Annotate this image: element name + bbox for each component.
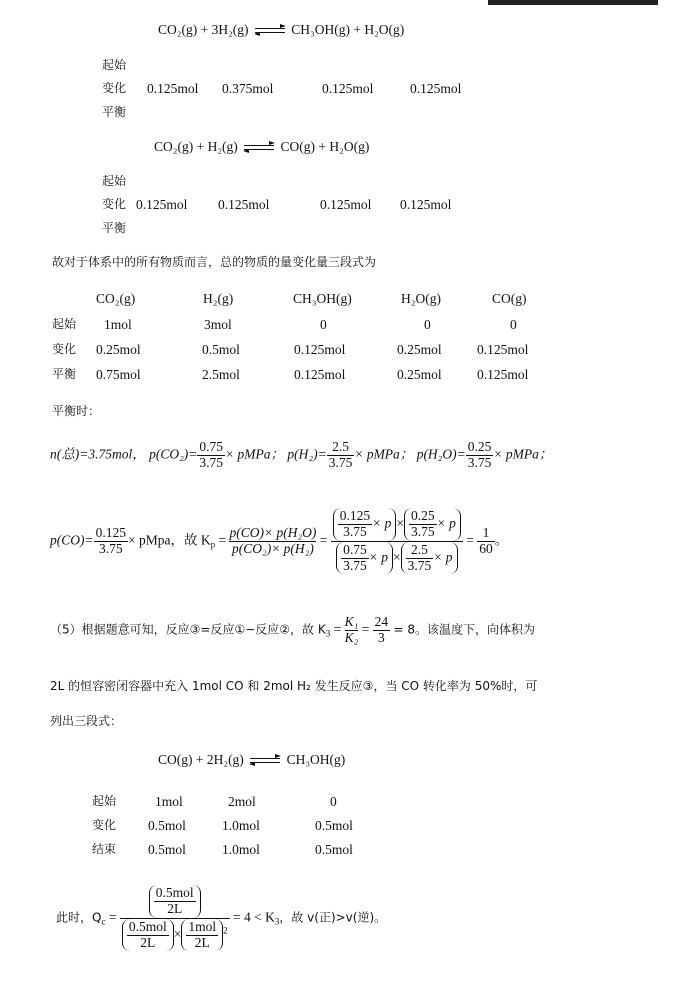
kp-fraction — [229, 526, 316, 557]
numerator: 0.75 — [199, 439, 224, 454]
k-subscript: 3 — [274, 916, 280, 927]
top-edge-bar — [488, 0, 658, 5]
denominator: 3.75 — [407, 557, 432, 573]
paren-group — [122, 919, 174, 952]
cell: 0.25mol — [397, 367, 442, 382]
cell: 0.125mol — [294, 342, 346, 357]
reaction-2-lhs: CO₂(g) + H₂(g) — [154, 139, 238, 154]
reaction-3 — [158, 753, 345, 767]
paren-group — [404, 508, 461, 541]
denominator: 2L — [186, 935, 218, 951]
p-h2-label: p(H₂)= — [287, 446, 327, 462]
row-label: 变化 — [92, 818, 117, 832]
denominator: 60 — [479, 540, 493, 556]
fraction — [127, 920, 169, 951]
p-co2-tail: × pMPa； — [225, 446, 285, 462]
equilibrium-arrow-icon — [250, 757, 280, 765]
expanded-numerator: $\frac{0.125}{3.75}$ × p × $\frac{0.25}{3.75}$ × p — [331, 508, 463, 541]
qc-line: 此时，$Q_c$ = $\frac{\text{0.5mol}}{2L}$ $\frac{\text{0.5mol}}{2L}$ × $\frac{\text{1mol}}{2L}$ $^2$ = $4 < K_3$，故 v(正)>v(逆)。 — [56, 885, 387, 950]
reaction-1-lhs: CO₂(g) + 3H₂(g) — [158, 22, 249, 37]
cell: 0.125mol — [136, 197, 188, 212]
cell: 1.0mol — [222, 818, 260, 833]
fraction — [406, 543, 434, 574]
row-label: 平衡 — [52, 367, 77, 381]
denominator: 3.75 — [199, 454, 224, 470]
cell: 0.125mol — [322, 81, 374, 96]
equilibrium-arrow-icon — [244, 144, 274, 152]
fraction — [186, 920, 218, 951]
cell: 0.5mol — [315, 818, 353, 833]
cell: 0 — [330, 794, 337, 809]
row-label: 变化 — [102, 197, 127, 211]
cell: 1mol — [104, 317, 132, 332]
part5-line-1: （5）根据题意可知，反应③=反应①−反应②，故 $K_3 = \frac{\text{K₁}}{\text{K₂}}$ = $\frac{24}{3}$ = 8。该温度下，向体积为 — [50, 614, 536, 645]
numerator: p(CO)× p(H₂O) — [229, 524, 317, 540]
numerator: 0.5mol — [155, 885, 194, 900]
paren-group — [333, 508, 397, 541]
exponent: 2 — [223, 925, 228, 936]
denominator: 3.75 — [338, 524, 372, 540]
cell: 0.25mol — [397, 342, 442, 357]
reaction-1 — [158, 23, 404, 37]
numerator: 2.5 — [411, 541, 428, 557]
cell: 2.5mol — [202, 367, 240, 382]
cell: 0.5mol — [315, 842, 353, 857]
equilibrium-arrow-icon — [255, 27, 285, 35]
fraction — [327, 440, 355, 471]
cell: 0.125mol — [320, 197, 372, 212]
fraction — [94, 526, 128, 557]
numerator: K₁ — [344, 614, 359, 629]
qc-subscript: c — [101, 916, 106, 927]
fraction — [466, 440, 494, 471]
cell: 0.5mol — [202, 342, 240, 357]
k3-subscript: 3 — [325, 628, 331, 639]
numerator: 0.25 — [467, 439, 492, 454]
part5-line-2: 2L 的恒容密闭容器中充入 1mol CO 和 2mol H₂ 发生反应③，当 CO 转化率为 50%时，可 — [50, 679, 538, 693]
numerator: 0.125 — [95, 524, 126, 540]
qc-result: = 4 < K — [232, 909, 275, 925]
expanded-denominator: $\frac{0.75}{3.75}$ × p × $\frac{2.5}{3.75}$ × p — [331, 541, 463, 575]
denominator: K₂ — [344, 629, 359, 645]
cell: 0.5mol — [148, 842, 186, 857]
fraction — [341, 543, 369, 574]
qc-denominator: $\frac{\text{0.5mol}}{2L}$ × $\frac{\text{1mol}}{2L}$ $^2$ — [120, 918, 230, 952]
denominator: p(CO₂)× p(H₂) — [229, 541, 316, 557]
pressure-line — [50, 440, 552, 471]
fraction — [197, 440, 225, 471]
row-label: 平衡 — [102, 105, 127, 119]
times-p: × p — [433, 549, 453, 565]
cell: 0 — [424, 317, 431, 332]
column-header: CO(g) — [492, 291, 527, 306]
p-co-tail: × pMpa，故 K — [127, 532, 211, 548]
p-co-label: p(CO)= — [50, 532, 94, 548]
times-p: × p — [372, 515, 392, 531]
p-co2-label: p(CO₂)= — [149, 446, 198, 462]
reaction-2-rhs: CO(g) + H₂O(g) — [280, 139, 370, 154]
denominator: 3.75 — [94, 541, 128, 557]
qc-numerator — [120, 885, 230, 918]
numerator: 1mol — [188, 918, 217, 934]
column-header: CH₃OH(g) — [293, 291, 352, 306]
cell: 0.125mol — [477, 342, 529, 357]
cell: 2mol — [228, 794, 256, 809]
cell: 0.125mol — [410, 81, 462, 96]
reaction-3-lhs: CO(g) + 2H₂(g) — [158, 752, 244, 767]
cell: 0 — [510, 317, 517, 332]
qc-prefix: 此时，Q — [56, 910, 102, 925]
reaction-1-rhs: CH₃OH(g) + H₂O(g) — [291, 22, 405, 37]
paren-group — [336, 542, 393, 575]
part5-text-a: （5）根据题意可知，反应③=反应①−反应②，故 K — [50, 622, 326, 637]
row-label: 起始 — [52, 317, 77, 331]
times-p: × p — [368, 549, 389, 565]
p-h2o-label: p(H₂O)= — [416, 446, 466, 462]
cell: 0.125mol — [147, 81, 199, 96]
kp-line: p(CO)= $\frac{0.125}{3.75}$ × pMpa，故 $K_p = \frac{\text{p(CO)× p(H₂O)}}{\text{p(CO₂)× p(H₂)}}$ = $\frac{0.125}{3.75}$ × p × $\frac{0.25}{3.75}$ × p $\frac{0.75}{3.75}$ × p × $\frac{2.5}{3.75}$ × p = $\frac{1}{60}$ 。 — [50, 508, 509, 573]
cell: 0.25mol — [96, 342, 141, 357]
row-label: 变化 — [52, 342, 77, 356]
paren-group — [149, 885, 201, 918]
column-header: H₂(g) — [203, 291, 234, 306]
kp-subscript: p — [210, 539, 216, 550]
sentence-end: 。 — [494, 532, 509, 548]
numerator: 0.75 — [343, 541, 367, 557]
fraction — [409, 509, 437, 540]
qc-conclusion: ，故 v(正)>v(逆)。 — [279, 910, 387, 925]
denominator: 3 — [373, 630, 391, 646]
cell: 0.125mol — [477, 367, 529, 382]
numerator: 1 — [482, 524, 490, 540]
row-label: 起始 — [102, 58, 127, 72]
part5-line-3: 列出三段式： — [50, 714, 123, 728]
cell: 0.75mol — [96, 367, 141, 382]
cell: 1.0mol — [222, 842, 260, 857]
row-label: 起始 — [92, 794, 117, 808]
row-label: 起始 — [102, 174, 127, 188]
denominator: 3.75 — [328, 454, 353, 470]
fraction — [338, 509, 372, 540]
cell: 0.5mol — [148, 818, 186, 833]
summary-text: 故对于体系中的所有物质而言，总的物质的量变化量三段式为 — [52, 255, 377, 269]
denominator: 3.75 — [411, 523, 435, 539]
column-header: H₂O(g) — [401, 291, 441, 306]
times-p: × p — [436, 515, 456, 531]
row-label: 变化 — [102, 81, 127, 95]
cell: 3mol — [204, 317, 232, 332]
kp-expanded-fraction — [331, 508, 463, 574]
equilibrium-label: 平衡时： — [52, 404, 101, 418]
numerator: 0.5mol — [128, 918, 167, 934]
column-header: CO₂(g) — [96, 291, 136, 306]
reaction-2 — [154, 140, 369, 154]
p-h2o-tail: × pMPa； — [493, 446, 553, 462]
numerator: 0.25 — [411, 508, 435, 523]
p-h2-tail: × pMPa； — [354, 446, 414, 462]
cell: 0 — [320, 317, 327, 332]
numerator: 2.5 — [332, 439, 349, 454]
n-total: n(总)=3.75mol， — [50, 446, 146, 462]
denominator: 2L — [127, 935, 169, 951]
numerator: 0.125 — [339, 508, 371, 523]
cell: 1mol — [155, 794, 183, 809]
result-fraction — [477, 526, 495, 557]
denominator: 3.75 — [343, 557, 367, 573]
cell: 0.125mol — [218, 197, 270, 212]
fraction — [154, 886, 196, 917]
denominator: 2L — [154, 901, 196, 917]
reaction-3-rhs: CH₃OH(g) — [286, 752, 346, 767]
qc-fraction — [120, 885, 230, 951]
k-ratio-fraction — [345, 615, 359, 646]
cell: 0.125mol — [294, 367, 346, 382]
part5-text-b: = 8。该温度下，向体积为 — [393, 622, 536, 637]
row-label: 结束 — [92, 842, 117, 856]
cell: 0.125mol — [400, 197, 452, 212]
paren-group — [401, 542, 458, 575]
denominator: 3.75 — [467, 454, 492, 470]
cell: 0.375mol — [222, 81, 274, 96]
value-fraction — [373, 615, 391, 646]
row-label: 平衡 — [102, 221, 127, 235]
paren-group — [181, 919, 223, 952]
numerator: 24 — [374, 614, 389, 629]
